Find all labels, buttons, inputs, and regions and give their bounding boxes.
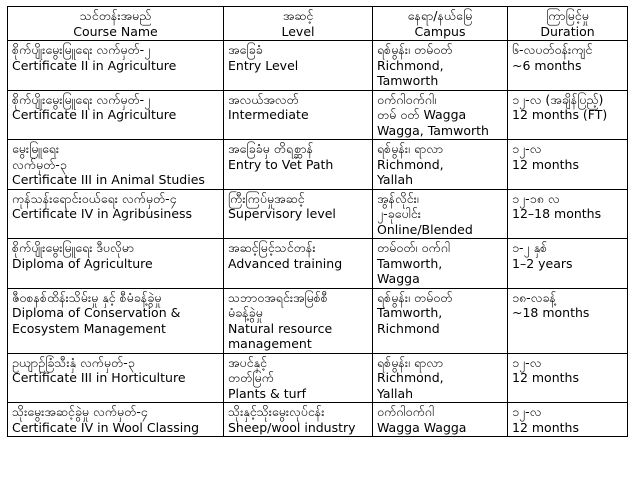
duration-text-line: 12 months [512,370,579,385]
campus-text-line: Richmond [377,320,440,336]
duration-text-line: 12 months (FT) [512,107,608,122]
course-table [7,6,628,437]
course-text-line: Ecosystem Management [12,320,166,336]
duration-text-line: 12 months [512,419,579,435]
course-text-line: သိုးမွေးအဆင့်ခွဲမှု လက်မှတ်-၄ [12,404,148,419]
campus-text-line: Wagga, Tamworth [377,122,489,138]
course-cell [8,239,224,289]
duration-text-line: 12–18 months [512,206,602,221]
campus-text-line: Wagga [377,271,420,286]
level-cell [224,41,373,91]
duration-text-line: ၁၂-လ (အချိန်ပြည့်) [512,91,604,107]
campus-text-line: တမ် ဝတ် Wagga [377,107,467,122]
campus-text-line: Online/Blended [377,221,473,237]
campus-text-line: Richmond, [377,370,444,385]
duration-cell [508,353,628,403]
level-cell [224,239,373,289]
course-cell [8,41,224,91]
course-text-line: Certificate III in Animal Studies [12,172,205,187]
level-text-line: management [228,336,312,351]
course-text-line: Certificate II in Agriculture [12,57,177,73]
duration-text-line: ~18 months [512,305,590,320]
level-text-line: တတ်မြက် [228,370,274,385]
course-text-line: ဥယျာဉ်ခြံသီးနှံ လက်မှတ်-၃ [12,354,135,370]
level-text-line: Entry to Vet Path [228,156,334,172]
course-cell [8,90,224,140]
level-text-line: အလယ်အလတ် [228,91,299,107]
course-text-line: Certificate IV in Wool Classing [12,419,200,435]
course-text-line: Certificate IV in Agribusiness [12,206,193,221]
level-text-line: သဘာဝအရင်းအမြစ်စီ [228,289,328,305]
table-row [8,403,628,437]
header-campus-my: နေရာ/နယ်မြေ [407,8,473,23]
course-text-line: Certificate II in Agriculture [12,107,177,122]
header-campus-en: Campus [414,23,466,39]
campus-text-line: Tamworth [377,73,439,88]
course-table-wrapper [7,6,628,437]
level-cell [224,90,373,140]
campus-text-line: အွန်လိုင်း၊ [377,190,419,206]
duration-cell [508,403,628,437]
duration-text-line: ~6 months [512,57,582,73]
course-text-line: လက်မှတ်-၃ [12,156,67,172]
header-level-en: Level [281,23,315,39]
level-text-line: Supervisory level [228,206,336,221]
header-course-name-my: သင်တန်းအမည် [79,8,152,23]
course-cell [8,353,224,403]
course-cell [8,403,224,437]
course-text-line: Diploma of Agriculture [12,255,153,271]
header-duration-en: Duration [540,23,595,39]
duration-cell [508,239,628,289]
campus-text-line: ဝက်ဂါဝက်ဂါ၊ [377,91,437,107]
campus-cell [373,140,508,190]
campus-text-line: Yallah [377,172,414,187]
duration-text-line: ၁၈-လခန့် [512,289,556,305]
level-text-line: Plants & turf [228,385,307,401]
campus-text-line: တမ်ဝတ်၊ ဝက်ဂါ [377,240,451,255]
duration-text-line: ၁၂-လ [512,404,542,419]
duration-text-line: ၁၂-လ [512,141,542,156]
level-text-line: မံခန့်ခွဲမှု [228,305,263,320]
table-row [8,239,628,289]
level-cell [224,403,373,437]
table-body [8,41,628,437]
campus-text-line: Wagga Wagga [377,419,467,435]
course-cell [8,189,224,239]
duration-cell [508,90,628,140]
duration-cell [508,140,628,190]
duration-text-line: ၁-၂ နှစ် [512,240,548,255]
duration-text-line: 1–2 years [512,255,573,271]
course-cell [8,140,224,190]
duration-text-line: ၁၂-၁၈ လ [512,190,560,206]
course-text-line: မွေးမြူရေး [12,141,60,156]
duration-text-line: ၁၂-လ [512,354,542,370]
campus-text-line: Yallah [377,385,414,401]
campus-cell [373,353,508,403]
campus-cell [373,403,508,437]
campus-text-line: Tamworth, [377,305,443,320]
duration-text-line: 12 months [512,156,579,172]
campus-text-line: Richmond, [377,156,444,172]
table-row [8,140,628,190]
campus-cell [373,189,508,239]
level-text-line: အဆင့်မြင့်သင်တန်း [228,240,316,255]
level-text-line: သိုးနှင့်သိုးမွေးလုပ်ငန်း [228,404,325,419]
table-row [8,41,628,91]
level-cell [224,288,373,353]
level-text-line: Advanced training [228,255,343,271]
campus-cell [373,239,508,289]
course-text-line: ကုန်သန်းရောင်းဝယ်ရေး လက်မှတ်-၄ [12,190,177,206]
header-course-name-en: Course Name [73,23,158,39]
level-text-line: အခြေခံမှ တိရစ္ဆာန် [228,141,314,156]
header-course-name [8,7,224,41]
campus-text-line: Tamworth, [377,255,443,271]
campus-text-line: ရစ်မွန်း၊ တမ်ဝတ် [377,42,453,57]
duration-cell [508,288,628,353]
level-cell [224,140,373,190]
course-text-line: Diploma of Conservation & [12,305,181,320]
course-cell [8,288,224,353]
campus-text-line: ရစ်မွန်း၊ တမ်ဝတ် [377,289,453,305]
level-text-line: အပင်နှင့် [228,354,267,370]
table-row [8,90,628,140]
course-text-line: စိုက်ပျိုးမွေးမြူရေး လက်မှတ်-၂ [12,42,151,57]
course-text-line: စိုက်ပျိုးမွေးမြူရေး လက်မှတ်-၂ [12,91,151,107]
level-text-line: ကြီးကြပ်မှုအဆင့် [228,190,305,206]
campus-text-line: ရစ်မွန်း၊ ရာလာ [377,141,444,156]
course-text-line: Certificate III in Horticulture [12,370,186,385]
header-campus [373,7,508,41]
level-cell [224,353,373,403]
campus-text-line: ဝက်ဂါဝက်ဂါ [377,404,435,419]
duration-cell [508,189,628,239]
header-duration [508,7,628,41]
campus-cell [373,288,508,353]
campus-text-line: Richmond, [377,57,444,73]
header-row [8,7,628,41]
header-level [224,7,373,41]
duration-cell [508,41,628,91]
duration-text-line: ၆-လပတ်ဝန်းကျင် [512,42,593,57]
header-duration-my: ကြာမြင့်မှု [546,8,589,23]
level-text-line: Entry Level [228,57,299,73]
header-level-my: အဆင့် [282,8,314,23]
campus-text-line: ရစ်မွန်း၊ ရာလာ [377,354,444,370]
table-row [8,353,628,403]
course-text-line: စိုက်ပျိုးမွေးမြူရေး ဒီပလိုမာ [12,240,135,255]
level-cell [224,189,373,239]
campus-text-line: ၂-ခုပေါင်း [377,206,421,221]
level-text-line: Intermediate [228,107,309,122]
level-text-line: Sheep/wool industry [228,419,356,435]
campus-cell [373,41,508,91]
campus-cell [373,90,508,140]
level-text-line: Natural resource [228,320,333,336]
table-row [8,189,628,239]
level-text-line: အခြေခံ [228,42,263,57]
table-row [8,288,628,353]
course-text-line: ဇီဝစနစ်ထိန်းသိမ်းမှု နှင့် စီမံခန့်ခွဲမှု [12,289,162,305]
